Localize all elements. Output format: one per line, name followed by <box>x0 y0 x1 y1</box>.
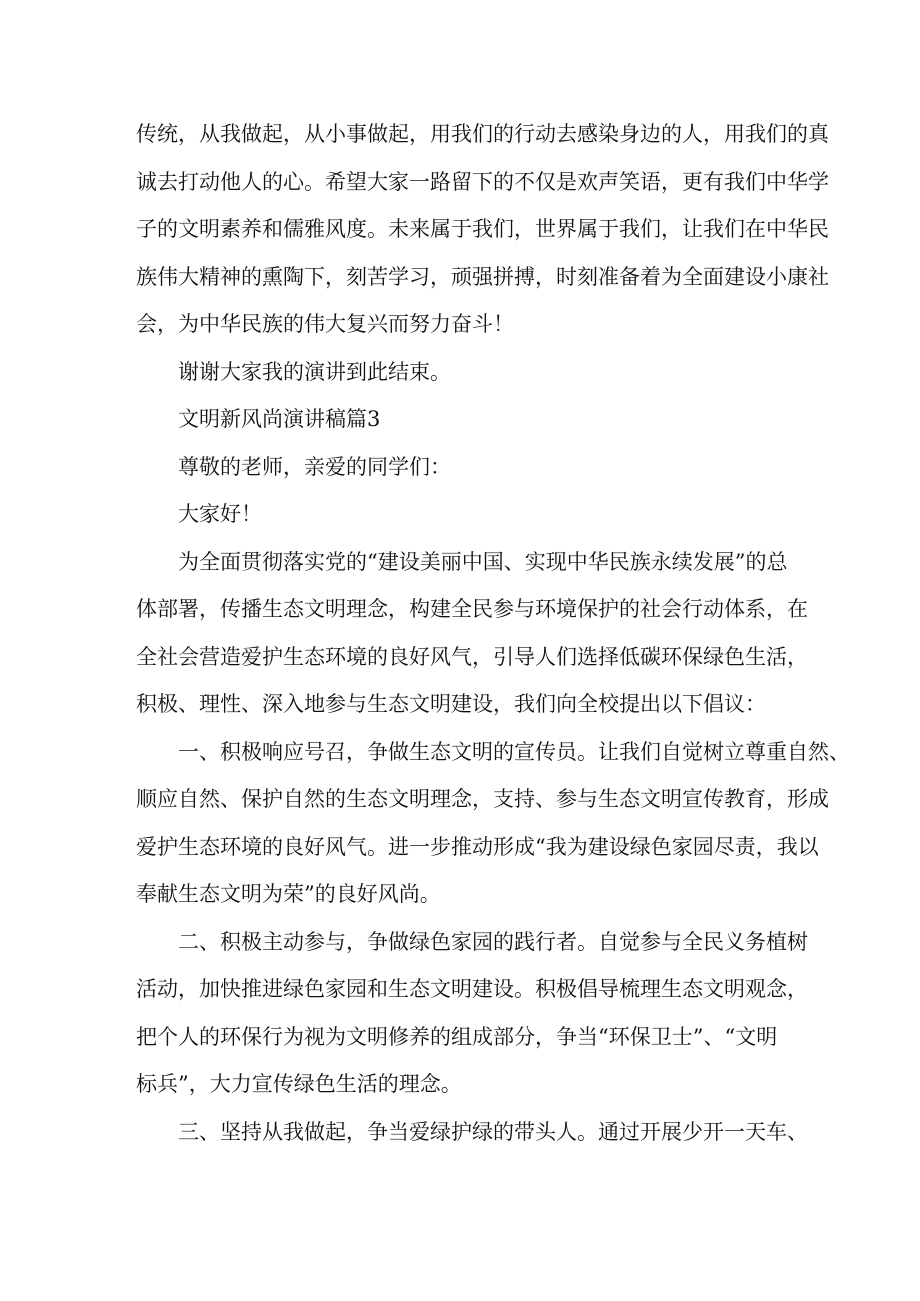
text-line: 会，为中华民族的伟大复兴而努力奋斗！ <box>136 312 514 336</box>
text-line: 体部署，传播生态文明理念，构建全民参与环境保护的社会行动体系，在 <box>136 597 808 621</box>
text-line: 二、积极主动参与，争做绿色家园的践行者。自觉参与全民义务植树 <box>178 929 808 954</box>
text-line: 一、积极响应号召，争做生态文明的宣传员。让我们自觉树立尊重自然、 <box>178 739 850 764</box>
text-line: 活动，加快推进绿色家园和生态文明建设。积极倡导梳理生态文明观念， <box>136 977 808 1001</box>
greeting: 大家好！ <box>178 502 262 526</box>
text-line: 顺应自然、保护自然的生态文明理念，支持、参与生态文明宣传教育，形成 <box>136 787 829 811</box>
text-line: 族伟大精神的熏陶下，刻苦学习，顽强拼搏，时刻准备着为全面建设小康社 <box>136 264 829 289</box>
section-heading: 文明新风尚演讲稿篇3 <box>178 407 381 431</box>
closing-line: 谢谢大家我的演讲到此结束。 <box>178 359 451 384</box>
text-line: 子的文明素养和儒雅风度。未来属于我们，世界属于我们，让我们在中华民 <box>136 217 829 241</box>
text-line: 标兵”，大力宣传绿色生活的理念。 <box>136 1072 462 1096</box>
text-line: 全社会营造爱护生态环境的良好风气，引导人们选择低碳环保绿色生活， <box>136 644 808 669</box>
text-line: 为全面贯彻落实党的“建设美丽中国、实现中华民族永续发展”的总 <box>178 549 788 574</box>
text-line: 传统，从我做起，从小事做起，用我们的行动去感染身边的人，用我们的真 <box>136 122 829 146</box>
text-line: 把个人的环保行为视为文明修养的组成部分，争当“环保卫士”、“文明 <box>136 1024 778 1049</box>
text-line: 三、坚持从我做起，争当爱绿护绿的带头人。通过开展少开一天车、 <box>178 1119 808 1144</box>
text-line: 爱护生态环境的良好风气。进一步推动形成“我为建设绿色家园尽责，我以 <box>136 834 819 859</box>
text-line: 奉献生态文明为荣”的良好风尚。 <box>136 882 441 906</box>
text-line: 诚去打动他人的心。希望大家一路留下的不仅是欢声笑语，更有我们中华学 <box>136 169 829 194</box>
document-body <box>136 111 850 1156</box>
text-line: 积极、理性、深入地参与生态文明建设，我们向全校提出以下倡议： <box>136 692 766 716</box>
salutation: 尊敬的老师，亲爱的同学们： <box>178 454 451 479</box>
